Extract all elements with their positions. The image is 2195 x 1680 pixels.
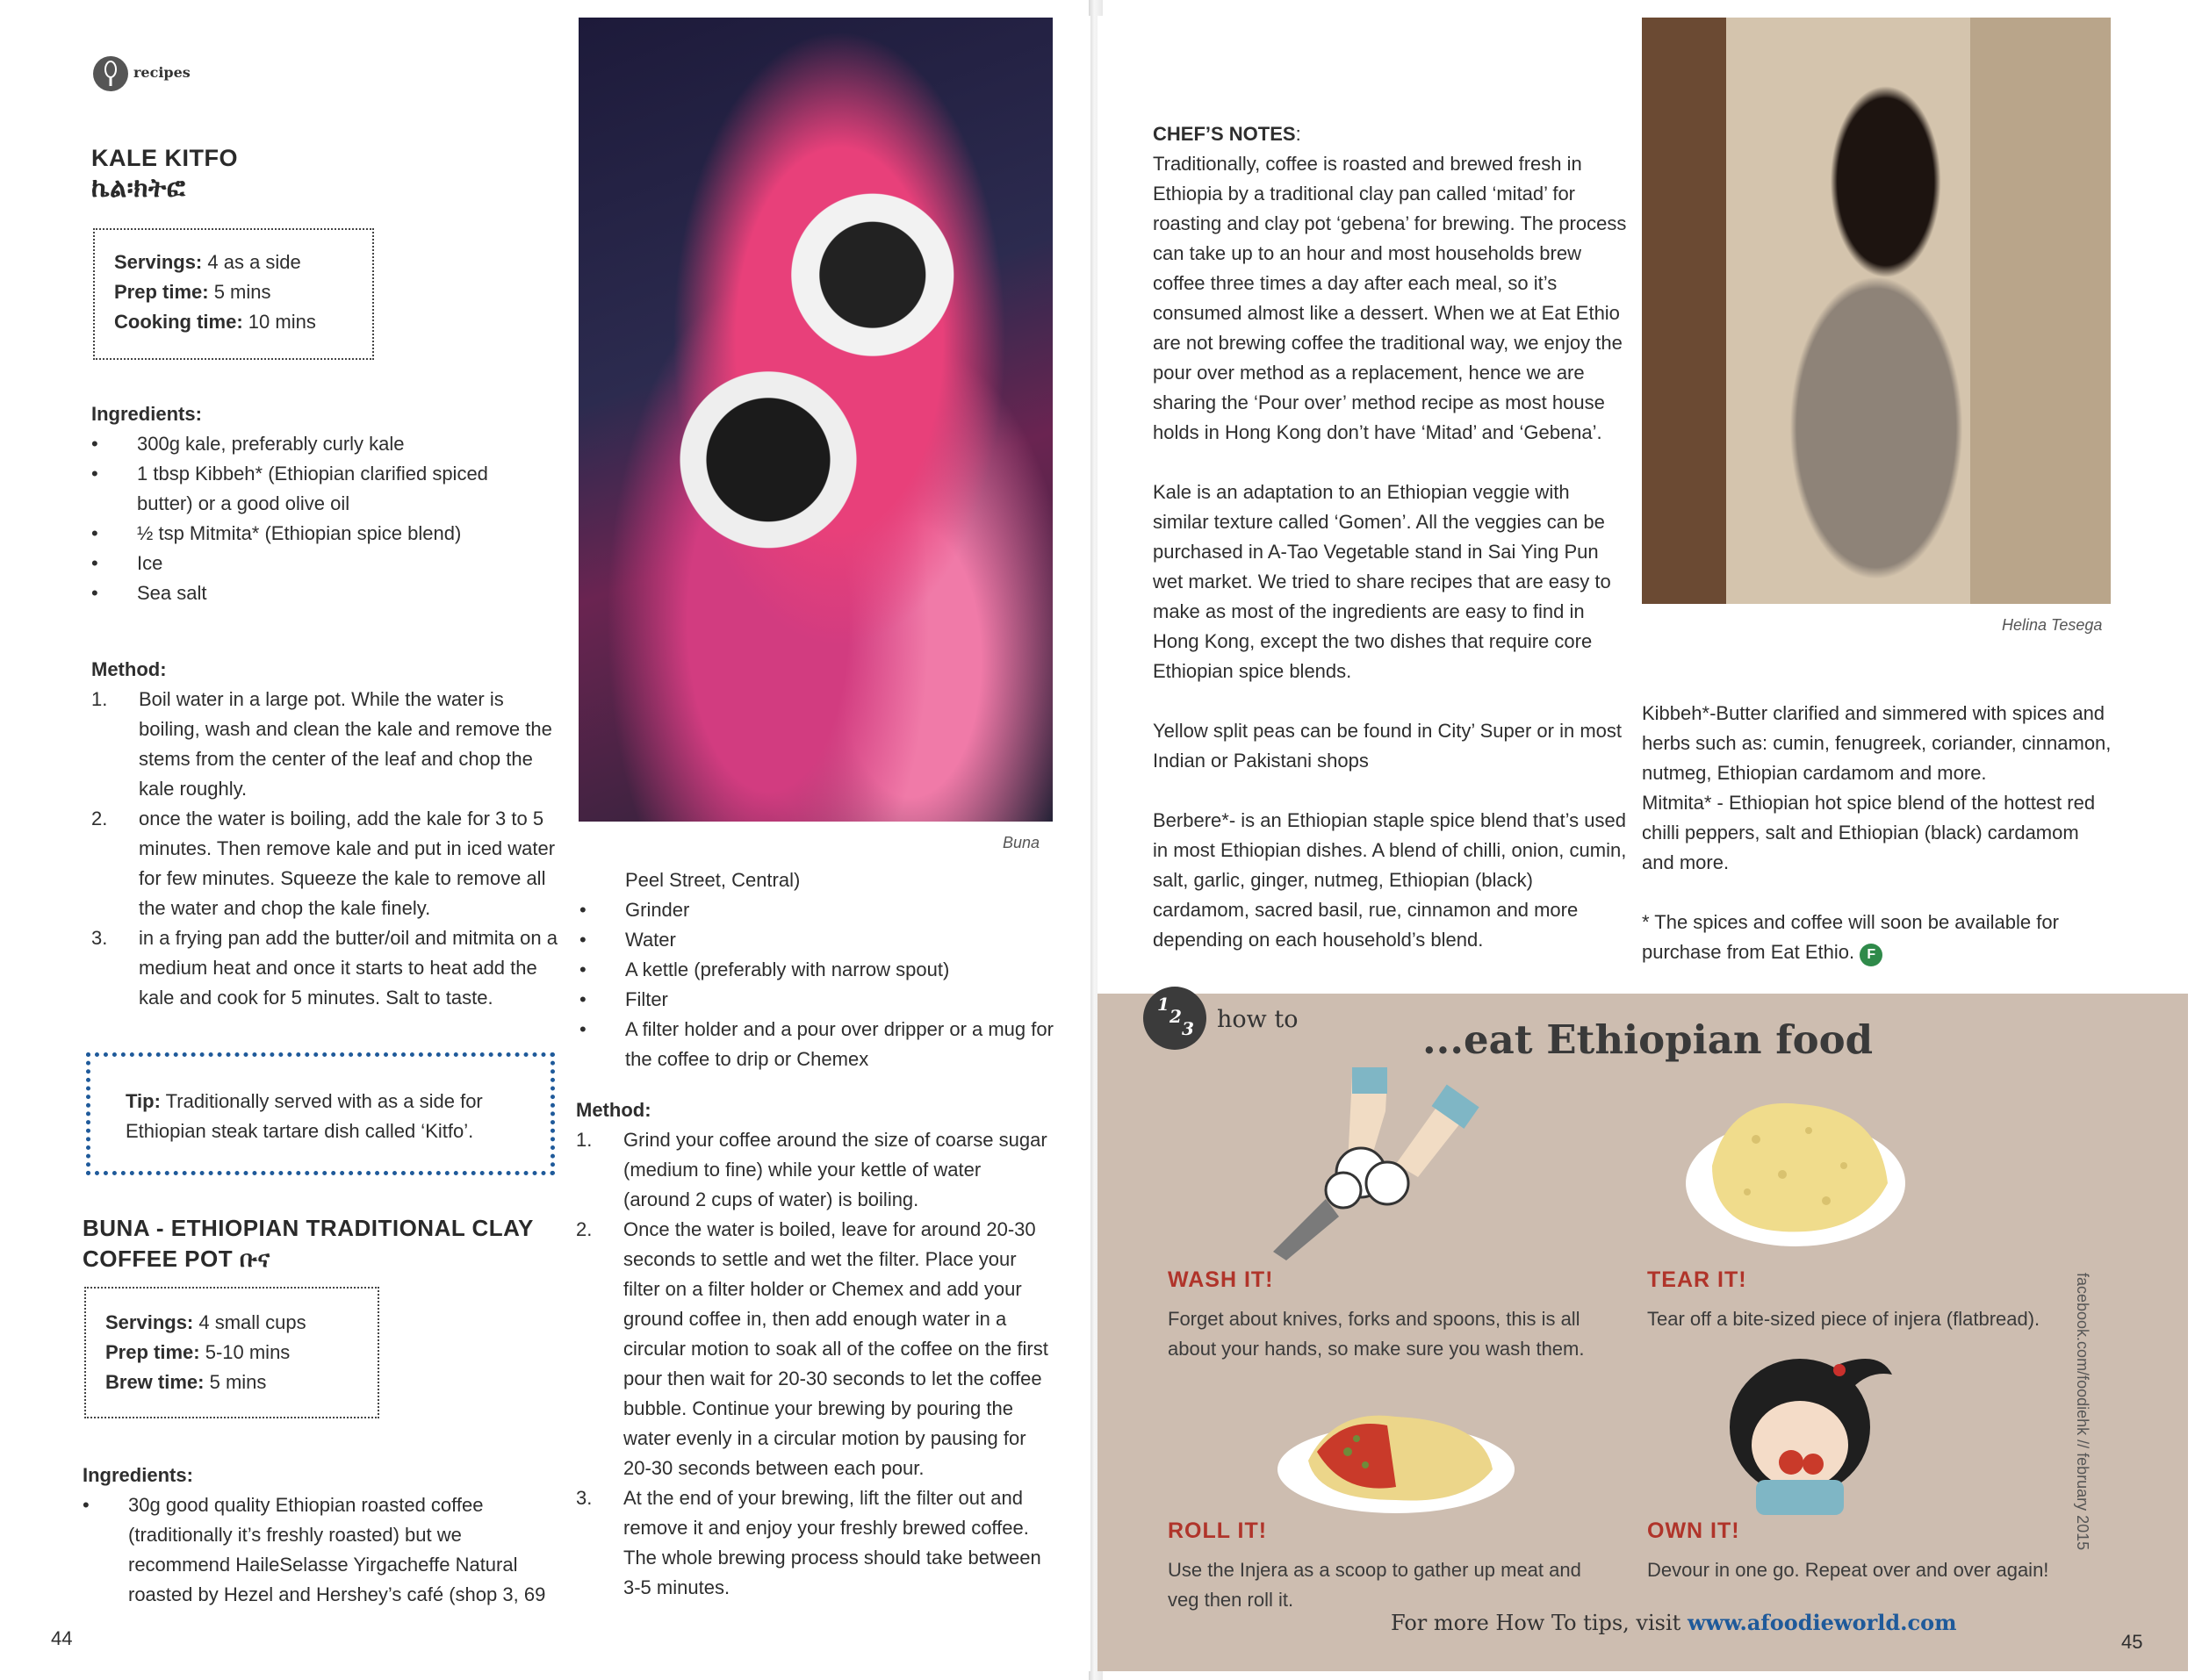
wash-hands-illustration <box>1264 1067 1493 1260</box>
recipe-title-kitfo: KALE KITFO <box>91 145 238 171</box>
list-item: 1. Grind your coffee around the size of coarse sugar (medium to fine) while your kettle of water (around 2 cups of water) is boiling. <box>576 1129 1047 1210</box>
mitmita-definition: Mitmita* - Ethiopian hot spice blend of the hottest red chilli peppers, salt and Ethiopian (black) cardamom and more. <box>1642 792 2096 873</box>
step-heading-wash: WASH IT! <box>1168 1267 1274 1292</box>
buna-ingredients-list-continued <box>579 895 1054 1074</box>
chef-photo <box>1642 18 2111 604</box>
list-item: 2. Once the water is boiled, leave for around 20-30 seconds to settle and wet the filter. Place your filter on a filter holder or Chemex and add your ground coffee in, then add enough water in a circular motion to soak all of the coffee on the first pour then wait for 20-30 seconds to let the coffee bubble. Continue your brewing by pouring the water evenly in a circular motion by pausing for 20-30 seconds between each pour. <box>576 1218 1048 1479</box>
kitfo-method-list <box>91 685 565 1013</box>
list-item: • A filter holder and a pour over dripper or a mug for the coffee to drip or Chemex <box>579 1015 1054 1074</box>
kibbeh-definition: Kibbeh*-Butter clarified and simmered with spices and herbs such as: cumin, fenugreek, coriander, cinnamon, nutmeg, Ethiopian cardamom and more. <box>1642 702 2112 784</box>
buna-info-box <box>84 1287 379 1418</box>
step-text-own: Devour in one go. Repeat over and over again! <box>1647 1559 2049 1581</box>
list-item: • Water <box>579 925 1054 955</box>
side-credit: facebook.com/foodiehk // february 2015 <box>2074 1273 2091 1551</box>
photo-caption: Buna <box>1003 834 1040 851</box>
recipe-title-buna-line2: COFFEE POT ቡና <box>83 1246 270 1272</box>
servings-label: Servings: <box>114 251 203 273</box>
prep-value: 5 mins <box>208 281 271 303</box>
how-to-footer: For more How To tips, visit www.afoodieworld.com <box>1391 1610 1957 1635</box>
step-heading-tear: TEAR IT! <box>1647 1267 1747 1292</box>
notes-colon: : <box>1295 123 1301 145</box>
website-link[interactable]: www.afoodieworld.com <box>1687 1610 1957 1635</box>
eating-girl-illustration <box>1703 1348 1905 1515</box>
step-text-roll: Use the Injera as a scoop to gather up meat and veg then roll it. <box>1168 1559 1581 1611</box>
prep-label: Prep time: <box>114 281 209 303</box>
step-text-wash: Forget about knives, forks and spoons, this is all about your hands, so make sure you wash them. <box>1168 1308 1585 1360</box>
kitfo-info-box <box>93 228 374 360</box>
list-item: 1. Boil water in a large pot. While the water is boiling, wash and clean the kale and remove the stems from the center of the leaf and chop the kale roughly. <box>91 688 552 800</box>
notes-paragraph: Berbere*- is an Ethiopian staple spice blend that’s used in most Ethiopian dishes. A blend of chilli, onion, cumin, salt, garlic, ginger, nutmeg, Ethiopian (black) cardamom, sacred basil, rue, cinnamon and more depending on each household’s blend. <box>1153 809 1627 951</box>
list-item: • Ice <box>91 549 539 578</box>
injera-illustration <box>1677 1087 1914 1253</box>
cook-label: Cooking time: <box>114 311 243 333</box>
buna-method-list <box>576 1125 1050 1603</box>
injera-roll-illustration <box>1273 1399 1519 1522</box>
brew-value: 5 mins <box>204 1371 267 1393</box>
list-item: • 1 tbsp Kibbeh* (Ethiopian clarified spiced butter) or a good olive oil <box>91 459 539 519</box>
whisk-icon <box>93 56 128 91</box>
notes-paragraph: Yellow split peas can be found in City’ Super or in most Indian or Pakistani shops <box>1153 720 1622 772</box>
cook-value: 10 mins <box>242 311 316 333</box>
servings-value: 4 small cups <box>193 1311 306 1333</box>
list-item: • ½ tsp Mitmita* (Ethiopian spice blend) <box>91 519 539 549</box>
tip-box <box>86 1052 555 1175</box>
step-text-tear: Tear off a bite-sized piece of injera (flatbread). <box>1647 1308 2040 1330</box>
prep-value: 5-10 mins <box>199 1341 291 1363</box>
chefs-notes <box>1153 119 1627 955</box>
ingredients-heading: Ingredients: <box>83 1464 193 1486</box>
page-number: 45 <box>2121 1631 2143 1653</box>
spice-glossary <box>1642 699 2116 967</box>
ingredients-heading: Ingredients: <box>91 403 202 425</box>
kitfo-ingredients-list <box>91 429 539 608</box>
brew-label: Brew time: <box>105 1371 205 1393</box>
list-item: 3. in a frying pan add the butter/oil and mitmita on a medium heat and once it starts to heat add the kale and cook for 5 minutes. Salt to taste. <box>91 927 558 1009</box>
servings-label: Servings: <box>105 1311 194 1333</box>
tip-text: Traditionally served with as a side for Ethiopian steak tartare dish called ‘Kitfo’. <box>126 1090 483 1142</box>
list-item: • Grinder <box>579 895 1054 925</box>
recipe-title-buna: BUNA - ETHIOPIAN TRADITIONAL CLAY <box>83 1215 534 1241</box>
notes-heading: CHEF’S NOTES <box>1153 123 1296 145</box>
list-item: • Filter <box>579 985 1054 1015</box>
spices-note: * The spices and coffee will soon be available for purchase from Eat Ethio. F <box>1642 908 2116 967</box>
left-page <box>11 16 1090 1671</box>
step-heading-own: OWN IT! <box>1647 1518 1740 1543</box>
list-item: 2. once the water is boiling, add the kale for 3 to 5 minutes. Then remove kale and put in iced water for few minutes. Squeeze the kale to remove all the water and chop the kale finely. <box>91 808 556 919</box>
photo-caption: Helina Tesega <box>2002 616 2103 634</box>
buna-coffee-photo <box>579 18 1053 822</box>
prep-label: Prep time: <box>105 1341 200 1363</box>
how-to-title: ...eat Ethiopian food <box>1422 1016 1874 1063</box>
how-to-label: how to <box>1217 1006 1299 1033</box>
list-item: • Sea salt <box>91 578 539 608</box>
how-to-panel <box>1098 994 2188 1671</box>
ingredient-continued: Peel Street, Central) <box>625 869 801 891</box>
list-item: • 30g good quality Ethiopian roasted coffee (traditionally it’s freshly roasted) but we recommend HaileSelasse Yirgacheffe Natural roasted by Hezel and Hershey’s café (shop 3, 69 <box>83 1490 565 1610</box>
list-item: • A kettle (preferably with narrow spout) <box>579 955 1054 985</box>
step-number-badge: 1 2 3 <box>1143 987 1206 1050</box>
end-mark-icon: F <box>1860 944 1882 966</box>
notes-paragraph: Traditionally, coffee is roasted and brewed fresh in Ethiopia by a traditional clay pan called ‘mitad’ for roasting and clay pot ‘gebena’ for brewing. The process can take up to an hour and most households brew coffee three times a day after each meal, so it’s consumed almost like a dessert. When we at Eat Ethio are not brewing coffee the traditional way, we enjoy the pour over method as a replacement, hence we are sharing the ‘Pour over’ method recipe as most house holds in Hong Kong don’t have ‘Mitad’ and ‘Gebena’. <box>1153 153 1627 443</box>
page-number: 44 <box>51 1627 73 1649</box>
list-item: 3. At the end of your brewing, lift the filter out and remove it and enjoy your freshly brewed coffee. The whole brewing process should take between 3-5 minutes. <box>576 1487 1041 1598</box>
step-heading-roll: ROLL IT! <box>1168 1518 1268 1543</box>
tip-label: Tip: <box>126 1090 161 1112</box>
servings-value: 4 as a side <box>202 251 301 273</box>
list-item: • 300g kale, preferably curly kale <box>91 429 539 459</box>
section-label: recipes <box>133 64 191 81</box>
method-heading: Method: <box>91 658 167 680</box>
buna-ingredients-list <box>83 1490 565 1610</box>
notes-paragraph: Kale is an adaptation to an Ethiopian veggie with similar texture called ‘Gomen’. All the veggies can be purchased in A-Tao Vegetable stand in Sai Ying Pun wet market. We tried to share recipes that are easy to make as most of the ingredients are easy to find in Hong Kong, except the two dishes that require core Ethiopian spice blends. <box>1153 481 1611 682</box>
method-heading: Method: <box>576 1099 651 1121</box>
recipe-title-kitfo-amharic: ኬል፡ክትፎ <box>91 174 186 203</box>
